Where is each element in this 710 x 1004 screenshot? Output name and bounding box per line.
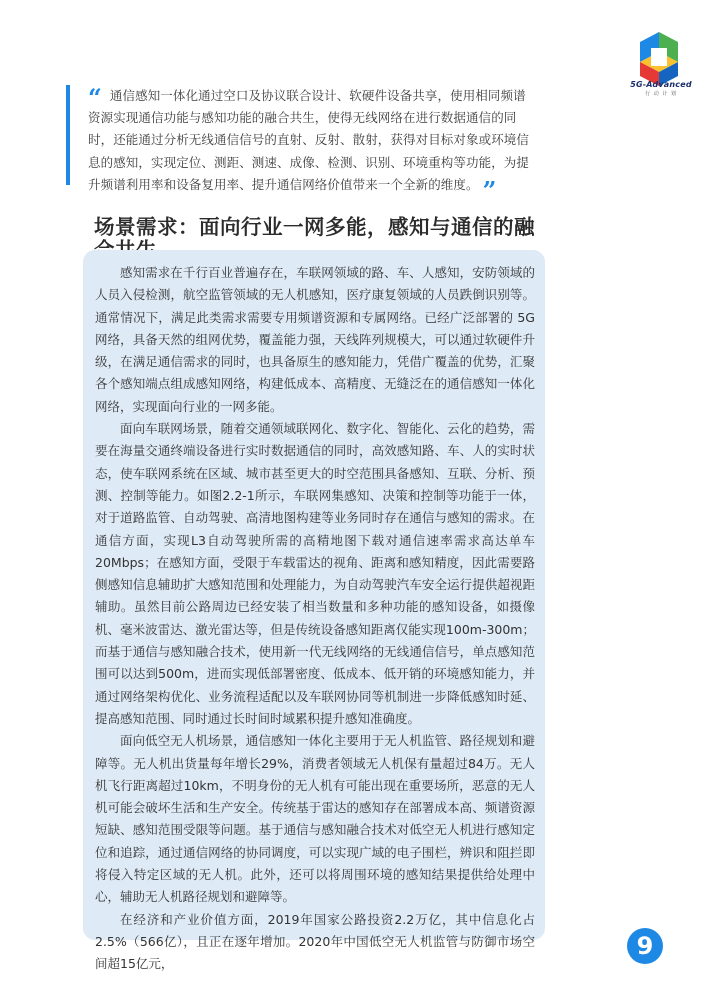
- paragraph: 面向低空无人机场景，通信感知一体化主要用于无人机监管、路径规划和避障等。无人机出货量每年增长29%，消费者领域无人机保有量超过84万。无人机飞行距离超过10km，不明身份的无人机有可能出现在重要场所，恶意的无人机可能会破坏生活和生产安全。传统基于雷达的感知存在部署成本高、频谱资源短缺、感知范围受限等问题。基于通信与感知融合技术对低空无人机进行感知定位和追踪，通过通信网络的协同调度，可以实现广域的电子围栏，辨识和阻拦即将侵入特定区域的无人机。此外，还可以将周围环境的感知结果提供给处理中心，辅助无人机路径规划和避障等。: [95, 733, 535, 905]
- section-heading: 场景需求：面向行业一网多能，感知与通信的融: [94, 215, 535, 239]
- page-number: 9: [627, 928, 663, 964]
- close-quote-icon: ”: [482, 175, 497, 205]
- pull-quote: [88, 83, 538, 205]
- open-quote-icon: “: [88, 83, 102, 112]
- quote-accent-bar: [66, 85, 70, 185]
- logo-wordmark: 5G-Advanced: [630, 80, 692, 89]
- body-text: [95, 262, 535, 976]
- paragraph: 面向车联网场景，随着交通领域联网化、数字化、智能化、云化的趋势，需要在海量交通终端设备进行实时数据通信的同时，高效感知路、车、人的实时状态，使车联网系统在区域、城市甚至更大的时空范围具备感知、互联、分析、预测、控制等能力。如图2.2-1所示，车联网集感知、决策和控制等功能于一体，对于道路监管、自动驾驶、高清地图构建等业务同时存在通信与感知的需求。在通信方面，实现L3自动驾驶所需的高精地图下载对通信速率需求高达单车20Mbps；在感知方面，受限于车载雷达的视角、距离和感知精度，因此需要路侧感知信息辅助扩大感知范围和处理能力，为自动驾驶汽车安全运行提供超视距辅助。虽然目前公路周边已经安装了相当数量和多种功能的感知设备，如摄像机、毫米波雷达、激光雷达等，但是传统设备感知距离仅能实现100m-300m；而基于通信与感知融合技术，使用新一代无线网络的无线通信信号，单点感知范围可以达到500m，进而实现低部署密度、低成本、低开销的环境感知能力，并通过网络架构优化、业务流程适配以及车联网协同等机制进一步降低感知时延、提高感知范围、同时通过长时间时域累积提升感知准确度。: [95, 421, 535, 726]
- pull-quote-text: 通信感知一体化通过空口及协议联合设计、软硬件设备共享，使用相同频谱资源实现通信功能与感知功能的融合共生，使得无线网络在进行数据通信的同时，还能通过分析无线通信信号的直射、反射、散射，获得对目标对象或环境信息的感知，实现定位、测距、测速、成像、检测、识别、环境重构等功能，为提升频谱利用率和设备复用率、提升通信网络价值带来一个全新的维度。: [88, 88, 530, 192]
- paragraph: 在经济和产业价值方面，2019年国家公路投资2.2万亿，其中信息化占2.5%（566亿），且正在逐年增加。2020年中国低空无人机监管与防御市场空间超15亿元，: [95, 911, 535, 972]
- paragraph: 感知需求在千行百业普遍存在，车联网领域的路、车、人感知，安防领域的人员入侵检测，航空监管领域的无人机感知，医疗康复领域的人员跌倒识别等。通常情况下，满足此类需求需要专用频谱资源和专属网络。已经广泛部署的 5G 网络，具备天然的组网优势，覆盖能力强，天线阵列规模大，可以通过软硬件升级，在满足通信需求的同时，也具备原生的感知能力，凭借广覆盖的优势，汇聚各个感知端点组成感知网络，构建低成本、高精度、无缝泛在的通信感知一体化网络，实现面向行业的一网多能。: [95, 265, 535, 414]
- logo-subtitle: 行 动 计 划: [645, 91, 677, 97]
